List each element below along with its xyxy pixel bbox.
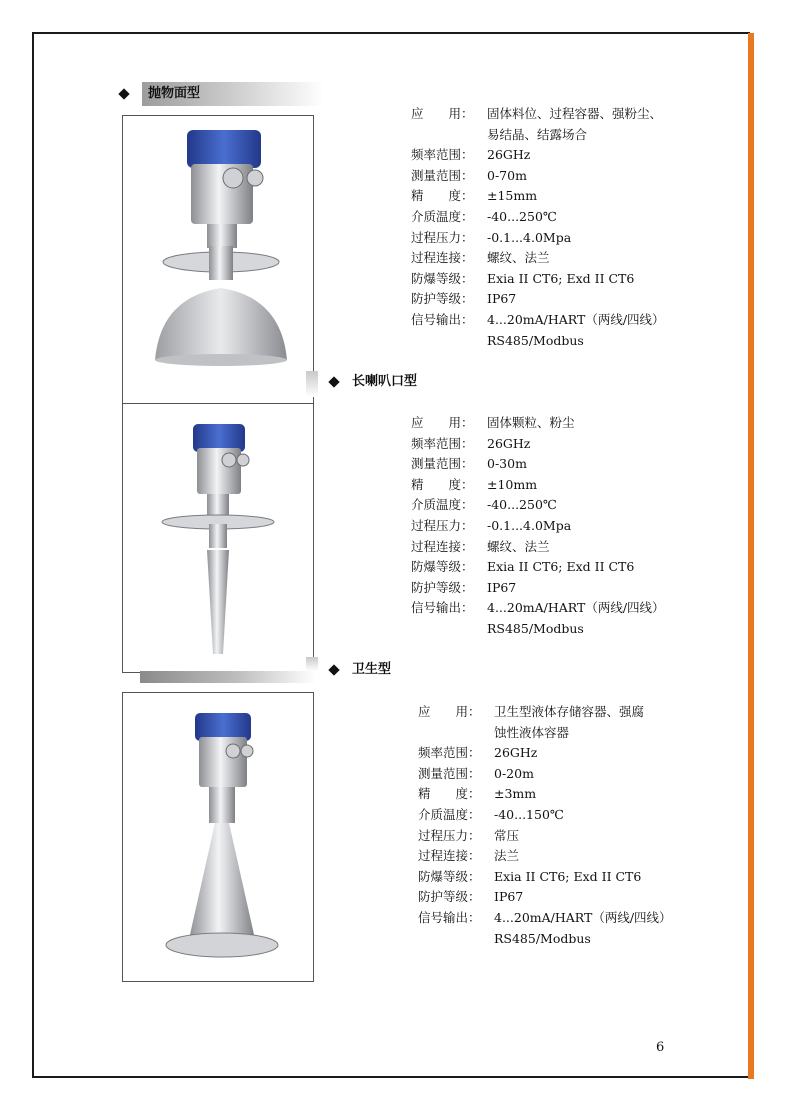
spec-list-long-horn xyxy=(411,413,665,640)
spec-list-sanitary xyxy=(418,702,672,949)
spec-value: 螺纹、法兰 xyxy=(487,538,550,554)
spec-label: 过程压力： xyxy=(411,229,474,245)
spec-label xyxy=(411,125,487,146)
spec-row xyxy=(418,846,672,867)
spec-value: 4...20mA/HART（两线/四线） xyxy=(487,311,665,327)
spec-label: 频率范围： xyxy=(411,435,474,451)
spec-label: 信号输出： xyxy=(411,311,474,327)
spec-label: 频率范围： xyxy=(418,745,481,761)
spec-value: IP67 xyxy=(487,291,517,307)
spec-row xyxy=(418,784,672,805)
spec-value: 蚀性液体容器 xyxy=(494,724,570,740)
spec-row xyxy=(411,578,665,599)
spec-label: 频率范围： xyxy=(411,147,474,163)
spec-value: 常压 xyxy=(494,827,520,843)
spec-label: 测量范围： xyxy=(411,167,474,183)
spec-value: 卫生型液体存储容器、强腐 xyxy=(494,704,645,719)
spec-row xyxy=(411,557,665,578)
spec-row xyxy=(418,826,672,847)
spec-row xyxy=(411,166,665,187)
spec-row xyxy=(411,269,665,290)
spec-value: Exia II CT6; Exd II CT6 xyxy=(487,559,635,575)
divider-shade xyxy=(306,371,318,397)
spec-label: 精 度： xyxy=(411,476,474,492)
spec-label: 防护等级： xyxy=(411,291,474,307)
spec-row xyxy=(418,929,672,950)
spec-row xyxy=(418,887,672,908)
divider-bar xyxy=(140,671,316,683)
spec-value: -0.1...4.0Mpa xyxy=(487,517,572,533)
spec-value: ±10mm xyxy=(487,476,538,492)
page-number: 6 xyxy=(656,1040,665,1055)
section-heading-parabolic xyxy=(120,82,324,106)
spec-row xyxy=(411,331,665,352)
spec-row xyxy=(418,867,672,888)
spec-label: 防爆等级： xyxy=(418,868,481,884)
spec-value: 4...20mA/HART（两线/四线） xyxy=(494,909,672,925)
spec-row xyxy=(411,186,665,207)
spec-value: 26GHz xyxy=(494,745,538,761)
product-photo-long-horn xyxy=(122,403,314,673)
spec-label: 测量范围： xyxy=(411,456,474,472)
spec-row xyxy=(411,454,665,475)
spec-value: 法兰 xyxy=(494,848,520,864)
spec-label: 应 用： xyxy=(418,704,481,719)
section-heading-sanitary xyxy=(330,658,391,682)
spec-label: 应 用： xyxy=(411,415,474,430)
spec-label: 介质温度： xyxy=(411,497,474,513)
spec-value: 0-30m xyxy=(487,456,527,472)
spec-value: 26GHz xyxy=(487,435,531,451)
spec-value: Exia II CT6; Exd II CT6 xyxy=(494,868,642,884)
spec-row xyxy=(418,805,672,826)
spec-label: 介质温度： xyxy=(418,806,481,822)
spec-label: 过程连接： xyxy=(411,538,474,554)
spec-value: IP67 xyxy=(494,889,524,905)
spec-label: 防护等级： xyxy=(418,889,481,905)
spec-value: 26GHz xyxy=(487,147,531,163)
spec-value: -40...150℃ xyxy=(494,806,564,822)
spec-value: 0-70m xyxy=(487,167,527,183)
spec-row xyxy=(411,495,665,516)
spec-value: ±15mm xyxy=(487,188,538,204)
spec-value: 0-20m xyxy=(494,765,534,781)
spec-list-parabolic xyxy=(411,104,665,351)
spec-value: IP67 xyxy=(487,579,517,595)
spec-label: 介质温度： xyxy=(411,208,474,224)
spec-row xyxy=(411,145,665,166)
spec-value: RS485/Modbus xyxy=(494,930,591,946)
divider-shade xyxy=(306,657,318,671)
spec-row xyxy=(411,516,665,537)
spec-row xyxy=(411,104,665,125)
spec-row xyxy=(418,723,672,744)
diamond-bullet-icon xyxy=(328,664,339,675)
spec-row xyxy=(411,310,665,331)
diamond-bullet-icon xyxy=(118,88,129,99)
spec-label: 测量范围： xyxy=(418,765,481,781)
spec-row xyxy=(418,908,672,929)
spec-row xyxy=(411,228,665,249)
spec-label: 信号输出： xyxy=(418,909,481,925)
spec-row xyxy=(411,125,665,146)
spec-label: 过程连接： xyxy=(411,250,474,266)
spec-label: 精 度： xyxy=(418,786,481,802)
spec-label: 应 用： xyxy=(411,106,474,121)
spec-value: 易结晶、结露场合 xyxy=(487,126,588,142)
spec-value: RS485/Modbus xyxy=(487,332,584,348)
spec-row xyxy=(411,289,665,310)
spec-label: 防爆等级： xyxy=(411,270,474,286)
spec-value: ±3mm xyxy=(494,786,537,802)
spec-row xyxy=(411,434,665,455)
spec-row xyxy=(418,743,672,764)
product-photo-sanitary xyxy=(122,692,314,982)
spec-row xyxy=(418,764,672,785)
spec-row xyxy=(411,598,665,619)
spec-label: 过程压力： xyxy=(418,827,481,843)
spec-label: 精 度： xyxy=(411,188,474,204)
spec-value: 螺纹、法兰 xyxy=(487,250,550,266)
spec-label: 信号输出： xyxy=(411,600,474,616)
spec-label xyxy=(411,331,487,352)
spec-value: Exia II CT6; Exd II CT6 xyxy=(487,270,635,286)
spec-row xyxy=(411,413,665,434)
spec-row xyxy=(411,475,665,496)
section-title: 卫生型 xyxy=(352,662,392,677)
section-title: 长喇叭口型 xyxy=(352,374,418,389)
spec-value: -40...250℃ xyxy=(487,208,557,224)
section-heading-long-horn xyxy=(330,370,417,394)
product-photo-parabolic xyxy=(122,115,314,404)
spec-label: 防爆等级： xyxy=(411,559,474,575)
spec-label xyxy=(418,929,494,950)
spec-row xyxy=(411,207,665,228)
spec-row xyxy=(418,702,672,723)
accent-bar xyxy=(748,33,754,1079)
spec-label xyxy=(411,619,487,640)
spec-label: 过程连接： xyxy=(418,848,481,864)
diamond-bullet-icon xyxy=(328,376,339,387)
spec-value: 固体颗粒、粉尘 xyxy=(487,415,575,430)
spec-label: 防护等级： xyxy=(411,579,474,595)
spec-value: -0.1...4.0Mpa xyxy=(487,229,572,245)
spec-value: RS485/Modbus xyxy=(487,620,584,636)
spec-value: 固体料位、过程容器、强粉尘、 xyxy=(487,106,663,121)
spec-row xyxy=(411,248,665,269)
spec-value: -40...250℃ xyxy=(487,497,557,513)
spec-label: 过程压力： xyxy=(411,517,474,533)
spec-label xyxy=(418,723,494,744)
section-title: 抛物面型 xyxy=(142,82,324,106)
spec-row xyxy=(411,537,665,558)
spec-value: 4...20mA/HART（两线/四线） xyxy=(487,600,665,616)
spec-row xyxy=(411,619,665,640)
